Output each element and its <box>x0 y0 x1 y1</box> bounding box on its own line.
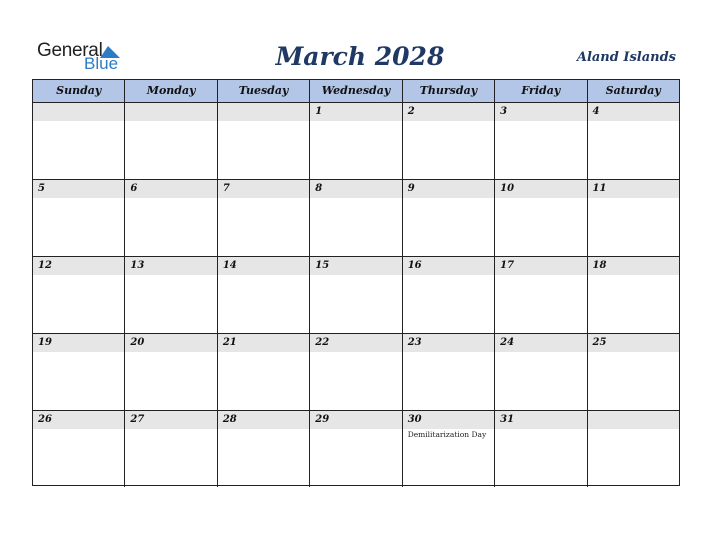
day-cell[interactable] <box>33 257 124 333</box>
calendar-title: March 2028 <box>275 42 445 71</box>
day-number: 4 <box>588 103 679 121</box>
logo-text-blue: Blue <box>84 54 119 73</box>
day-cell[interactable] <box>33 103 124 179</box>
week-row <box>33 103 679 180</box>
day-number: 1 <box>310 103 401 121</box>
day-cell[interactable] <box>494 411 586 487</box>
day-number: 5 <box>33 180 124 198</box>
day-cell[interactable] <box>124 180 216 256</box>
weekday-header: Monday <box>124 80 216 102</box>
holiday-label: Demilitarization Day <box>407 430 487 439</box>
day-number: 20 <box>125 334 216 352</box>
day-cell[interactable] <box>217 180 309 256</box>
day-number: 19 <box>33 334 124 352</box>
day-cell[interactable] <box>402 411 494 487</box>
calendar-grid <box>32 79 680 486</box>
day-number <box>33 103 124 121</box>
day-number: 28 <box>218 411 309 429</box>
day-number <box>218 103 309 121</box>
weekday-header: Wednesday <box>309 80 401 102</box>
generalblue-logo <box>37 40 137 74</box>
week-row <box>33 334 679 411</box>
day-number: 27 <box>125 411 216 429</box>
day-cell[interactable] <box>587 103 679 179</box>
day-number: 15 <box>310 257 401 275</box>
day-cell[interactable] <box>587 180 679 256</box>
day-number: 8 <box>310 180 401 198</box>
day-cell[interactable] <box>33 334 124 410</box>
day-cell[interactable] <box>124 257 216 333</box>
weekday-header: Tuesday <box>217 80 309 102</box>
day-number: 16 <box>403 257 494 275</box>
day-number: 25 <box>588 334 679 352</box>
day-cell[interactable] <box>309 411 401 487</box>
day-number: 13 <box>125 257 216 275</box>
day-cell[interactable] <box>124 411 216 487</box>
day-cell[interactable] <box>217 334 309 410</box>
day-cell[interactable] <box>124 103 216 179</box>
day-cell[interactable] <box>494 257 586 333</box>
day-cell[interactable] <box>217 411 309 487</box>
day-cell[interactable] <box>402 103 494 179</box>
day-cell[interactable] <box>217 103 309 179</box>
day-number: 26 <box>33 411 124 429</box>
day-number: 11 <box>588 180 679 198</box>
day-number: 2 <box>403 103 494 121</box>
day-number: 31 <box>495 411 586 429</box>
weekday-header: Friday <box>494 80 586 102</box>
day-number: 9 <box>403 180 494 198</box>
day-number: 23 <box>403 334 494 352</box>
day-number: 3 <box>495 103 586 121</box>
day-number: 18 <box>588 257 679 275</box>
country-label: Aland Islands <box>576 50 676 65</box>
day-cell[interactable] <box>33 411 124 487</box>
day-cell[interactable] <box>402 257 494 333</box>
day-cell[interactable] <box>309 180 401 256</box>
day-number: 14 <box>218 257 309 275</box>
day-number: 17 <box>495 257 586 275</box>
week-row <box>33 180 679 257</box>
day-cell[interactable] <box>494 103 586 179</box>
weekday-header: Sunday <box>56 84 102 97</box>
weekday-header-row <box>33 80 679 103</box>
day-cell[interactable] <box>402 334 494 410</box>
day-number: 29 <box>310 411 401 429</box>
day-number: 10 <box>495 180 586 198</box>
day-number: 24 <box>495 334 586 352</box>
day-number: 21 <box>218 334 309 352</box>
day-number <box>125 103 216 121</box>
week-row <box>33 411 679 487</box>
day-cell[interactable] <box>33 180 124 256</box>
day-number: 30 <box>403 411 494 429</box>
day-cell[interactable] <box>587 411 679 487</box>
day-cell[interactable] <box>309 103 401 179</box>
day-number: 6 <box>125 180 216 198</box>
day-cell[interactable] <box>494 334 586 410</box>
day-number: 22 <box>310 334 401 352</box>
day-cell[interactable] <box>587 334 679 410</box>
day-cell[interactable] <box>217 257 309 333</box>
day-number <box>588 411 679 429</box>
day-number: 12 <box>33 257 124 275</box>
day-cell[interactable] <box>402 180 494 256</box>
weeks-container <box>33 103 679 487</box>
weekday-header: Thursday <box>402 80 494 102</box>
day-cell[interactable] <box>309 334 401 410</box>
week-row <box>33 257 679 334</box>
weekday-header: Saturday <box>587 80 679 102</box>
day-cell[interactable] <box>309 257 401 333</box>
day-cell[interactable] <box>587 257 679 333</box>
day-cell[interactable] <box>494 180 586 256</box>
logo-text-general: General <box>37 40 103 61</box>
day-cell[interactable] <box>124 334 216 410</box>
day-number: 7 <box>218 180 309 198</box>
